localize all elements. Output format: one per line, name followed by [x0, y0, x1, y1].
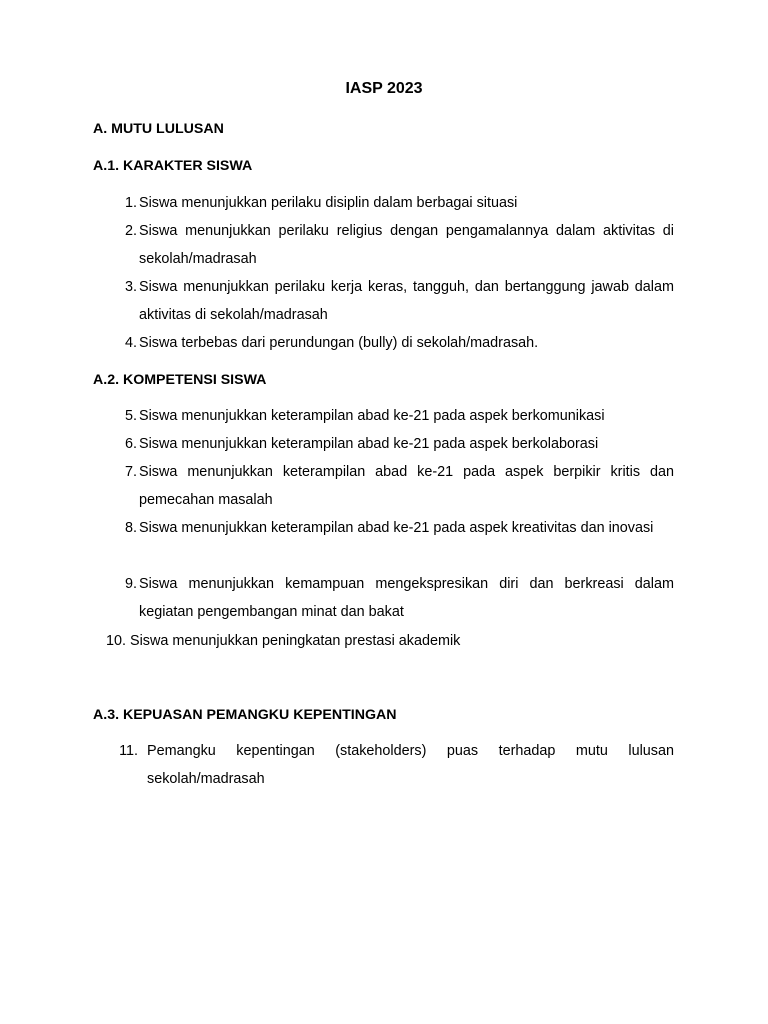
list-text: Siswa menunjukkan perilaku disiplin dalam berbagai situasi	[139, 195, 518, 211]
list-text: Siswa menunjukkan keterampilan abad ke-21 pada aspek kreativitas dan inovasi	[139, 520, 654, 536]
subsection-heading-kepuasan-pemangku-kepentingan: A.3. KEPUASAN PEMANGKU KEPENTINGAN	[93, 707, 397, 723]
list-number: 9.	[124, 576, 137, 592]
list-text: Siswa menunjukkan peningkatan prestasi akademik	[130, 633, 461, 649]
list-text: Siswa menunjukkan perilaku religius dengan pengamalannya dalam aktivitas di sekolah/madrasah	[139, 223, 674, 267]
list-number: 2.	[124, 223, 137, 239]
list-item-5	[93, 402, 674, 430]
list-text: Siswa menunjukkan kemampuan mengekspresikan diri dan berkreasi dalam kegiatan pengembangan minat dan bakat	[139, 576, 674, 620]
document-title: IASP 2023	[345, 80, 423, 97]
list-number: 10.	[106, 633, 127, 649]
list-item-4	[93, 329, 674, 357]
list-item-11	[93, 737, 674, 793]
section-heading-mutu-lulusan: A. MUTU LULUSAN	[93, 121, 224, 137]
list-number: 6.	[124, 436, 137, 452]
list-number: 7.	[124, 464, 137, 480]
list-item-7	[93, 458, 674, 514]
list-item-9	[93, 570, 674, 626]
list-item-1	[93, 189, 674, 217]
list-number: 5.	[124, 408, 137, 424]
list-number: 3.	[124, 279, 137, 295]
list-text: Siswa menunjukkan perilaku kerja keras, tangguh, dan bertanggung jawab dalam aktivitas di sekolah/madrasah	[139, 279, 674, 323]
list-number: 11.	[119, 743, 138, 759]
list-text: Siswa terbebas dari perundungan (bully) di sekolah/madrasah.	[139, 335, 539, 351]
list-text: Siswa menunjukkan keterampilan abad ke-21 pada aspek berpikir kritis dan pemecahan masalah	[139, 464, 674, 508]
list-text: Pemangku kepentingan (stakeholders) puas terhadap mutu lulusan sekolah/madrasah	[147, 743, 674, 787]
list-number: 8.	[124, 520, 137, 536]
list-item-10	[93, 627, 674, 655]
list-number: 4.	[124, 335, 137, 351]
list-item-3	[93, 273, 674, 329]
list-item-6	[93, 430, 674, 458]
list-number: 1.	[124, 195, 137, 211]
list-item-8	[93, 514, 674, 542]
list-text: Siswa menunjukkan keterampilan abad ke-21 pada aspek berkolaborasi	[139, 436, 599, 452]
list-text: Siswa menunjukkan keterampilan abad ke-21 pada aspek berkomunikasi	[139, 408, 605, 424]
subsection-heading-karakter-siswa: A.1. KARAKTER SISWA	[93, 158, 253, 174]
subsection-heading-kompetensi-siswa: A.2. KOMPETENSI SISWA	[93, 372, 267, 388]
list-item-2	[93, 217, 674, 273]
